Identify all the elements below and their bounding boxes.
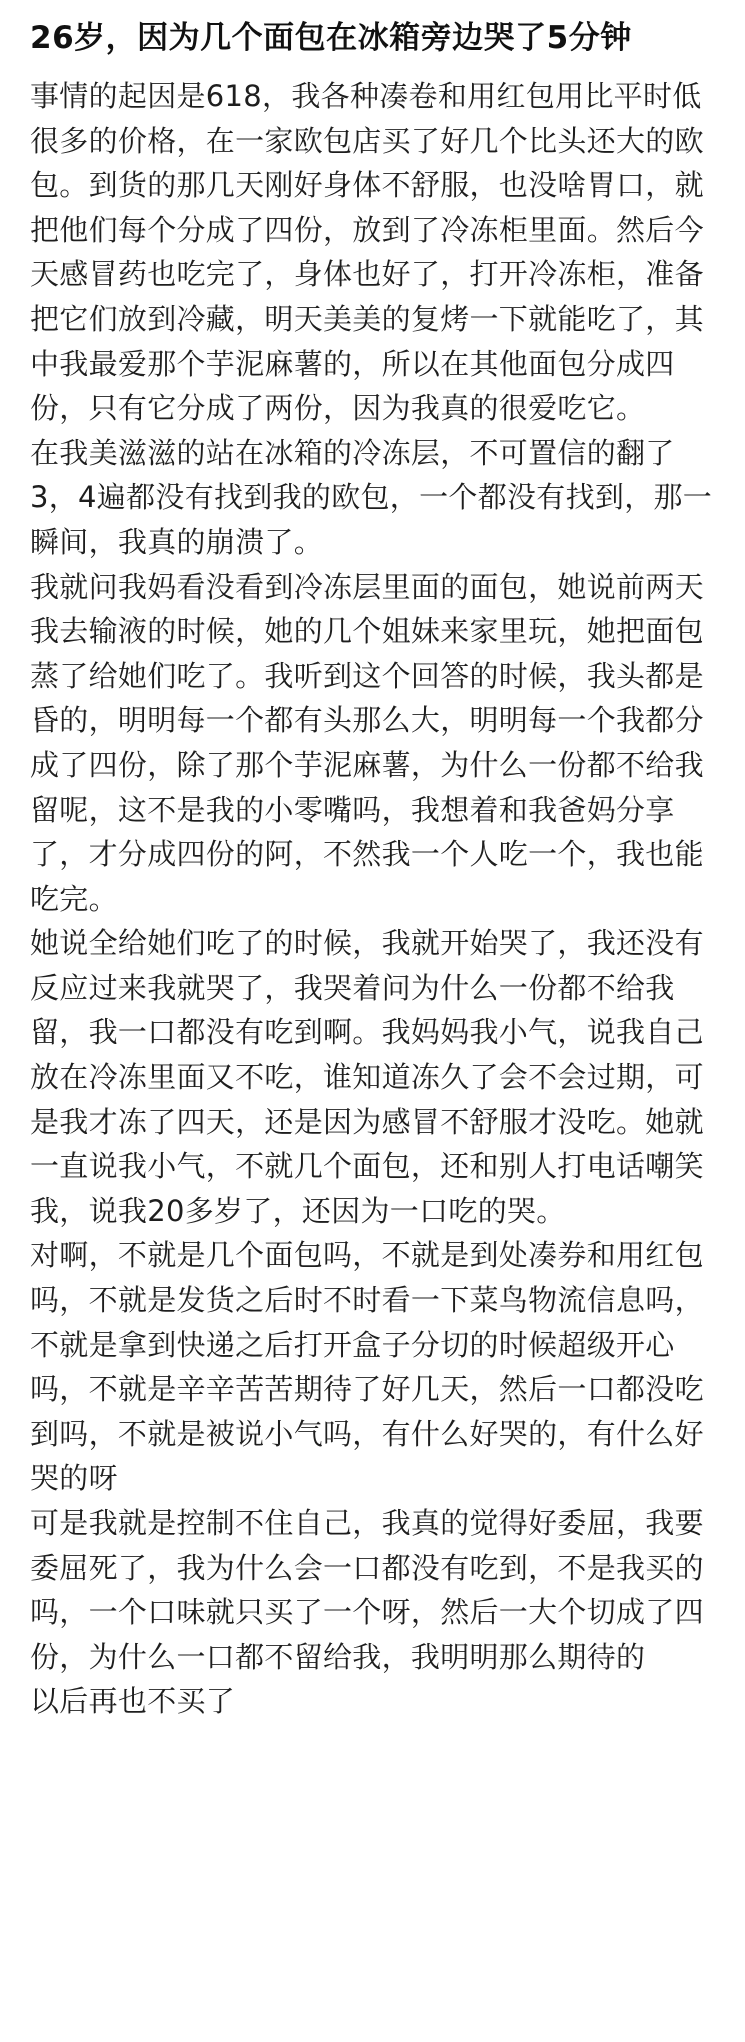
paragraph: 以后再也不买了 (30, 1684, 236, 1719)
paragraph: 对啊，不就是几个面包吗，不就是到处凑券和用红包吗，不就是发货之后时不时看一下菜鸟物流信息吗，不就是拿到快递之后打开盒子分切的时候超级开心吗，不就是辛辛苦苦期待了好几天，然后一口都没吃到吗，不就是被说小气吗，有什么好哭的，有什么好哭的呀 (30, 1238, 704, 1496)
paragraph: 可是我就是控制不住自己，我真的觉得好委屈，我要委屈死了，我为什么会一口都没有吃到，不是我买的吗，一个口味就只买了一个呀，然后一大个切成了四份，为什么一口都不留给我，我明明那么期待的 (30, 1506, 704, 1674)
paragraph: 在我美滋滋的站在冰箱的冷冻层，不可置信的翻了3，4遍都没有找到我的欧包，一个都没有找到，那一瞬间，我真的崩溃了。 (30, 435, 713, 559)
paragraph: 事情的起因是618，我各种凑卷和用红包用比平时低很多的价格，在一家欧包店买了好几个比头还大的欧包。到货的那几天刚好身体不舒服，也没啥胃口，就把他们每个分成了四份，放到了冷冻柜里面。然后今天感冒药也吃完了，身体也好了，打开冷冻柜，准备把它们放到冷藏，明天美美的复烤一下就能吃了，其中我最爱那个芋泥麻薯的，所以在其他面包分成四份，只有它分成了两份，因为我真的很爱吃它。 (30, 79, 704, 426)
post-title: 26岁，因为几个面包在冰箱旁边哭了5分钟 (30, 20, 632, 56)
paragraph: 我就问我妈看没看到冷冻层里面的面包，她说前两天我去输液的时候，她的几个姐妹来家里玩，她把面包蒸了给她们吃了。我听到这个回答的时候，我头都是昏的，明明每一个都有头那么大，明明每一个我都分成了四份，除了那个芋泥麻薯，为什么一份都不给我留呢，这不是我的小零嘴吗，我想着和我爸妈分享了，才分成四份的阿，不然我一个人吃一个，我也能吃完。 (30, 569, 704, 916)
post-body (30, 74, 721, 1724)
paragraph: 她说全给她们吃了的时候，我就开始哭了，我还没有反应过来我就哭了，我哭着问为什么一份都不给我留，我一口都没有吃到啊。我妈妈我小气，说我自己放在冷冻里面又不吃，谁知道冻久了会不会过期，可是我才冻了四天，还是因为感冒不舒服才没吃。她就一直说我小气，不就几个面包，还和别人打电话嘲笑我，说我20多岁了，还因为一口吃的哭。 (30, 926, 704, 1228)
